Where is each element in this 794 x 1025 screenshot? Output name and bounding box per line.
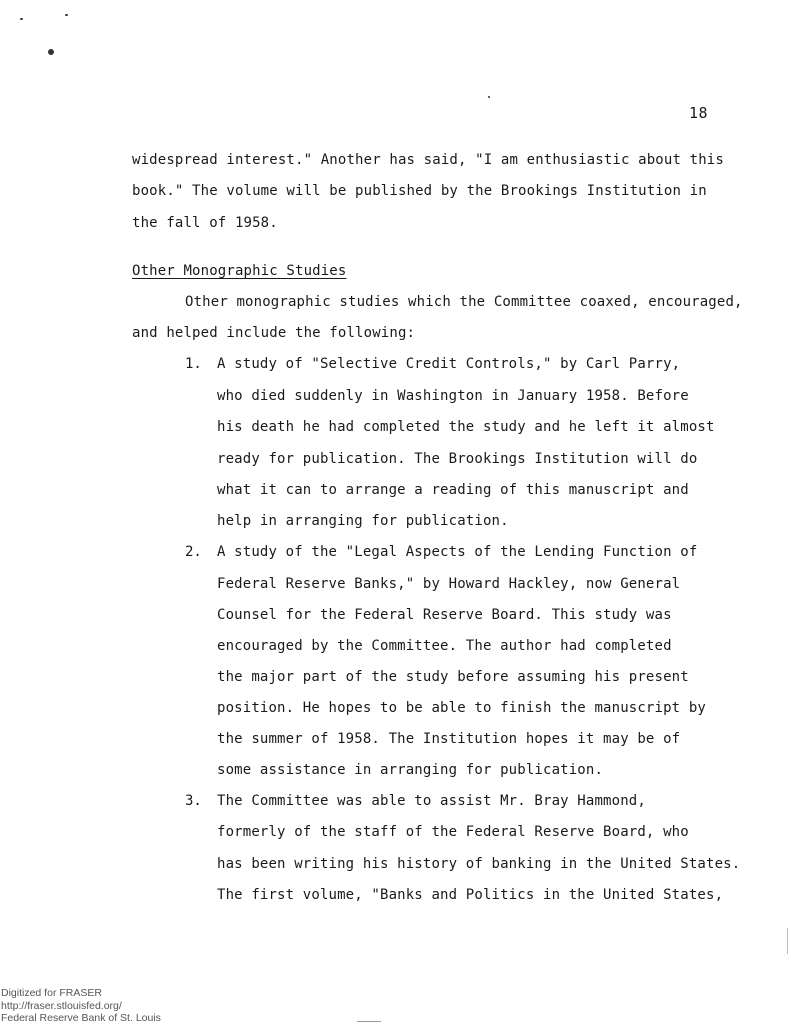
- scan-bottom-mark: [357, 1021, 381, 1022]
- list-item-line: Federal Reserve Banks," by Howard Hackley, now General: [217, 576, 681, 592]
- list-item-line: has been writing his history of banking in the United States.: [217, 856, 741, 872]
- list-item-line: The Committee was able to assist Mr. Bray Hammond,: [217, 793, 646, 809]
- footer-line: Federal Reserve Bank of St. Louis: [1, 1012, 161, 1024]
- list-item-line: A study of the "Legal Aspects of the Lending Function of: [217, 544, 698, 560]
- list-item-line: the summer of 1958. The Institution hopes it may be of: [217, 731, 681, 747]
- list-item-line: The first volume, "Banks and Politics in the United States,: [217, 887, 724, 903]
- list-item-line: formerly of the staff of the Federal Reserve Board, who: [217, 824, 689, 840]
- scan-speck: [48, 49, 54, 55]
- list-item-line: ready for publication. The Brookings Institution will do: [217, 451, 698, 467]
- intro-line: the fall of 1958.: [132, 215, 278, 231]
- scan-speck: [488, 96, 490, 98]
- lead-line: Other monographic studies which the Committee coaxed, encouraged,: [185, 294, 743, 310]
- section-heading: Other Monographic Studies: [132, 263, 347, 279]
- list-item-line: what it can to arrange a reading of this manuscript and: [217, 482, 689, 498]
- intro-line: widespread interest." Another has said, "I am enthusiastic about this: [132, 152, 724, 168]
- list-item-line: Counsel for the Federal Reserve Board. This study was: [217, 607, 672, 623]
- page-number: 18: [689, 104, 709, 122]
- digitization-footer: [1, 987, 161, 1025]
- list-item-line: the major part of the study before assuming his present: [217, 669, 689, 685]
- list-item-number: 1.: [185, 356, 202, 372]
- list-item-line: position. He hopes to be able to finish the manuscript by: [217, 700, 706, 716]
- list-item-line: encouraged by the Committee. The author had completed: [217, 638, 672, 654]
- scan-speck: [65, 14, 68, 16]
- intro-line: book." The volume will be published by the Brookings Institution in: [132, 183, 707, 199]
- footer-line: Digitized for FRASER: [1, 987, 102, 999]
- list-item-number: 3.: [185, 793, 202, 809]
- scan-speck: [20, 18, 23, 20]
- list-item-line: help in arranging for publication.: [217, 513, 509, 529]
- list-item-line: A study of "Selective Credit Controls," by Carl Parry,: [217, 356, 681, 372]
- scan-edge-mark: [787, 928, 788, 954]
- list-item-line: who died suddenly in Washington in January 1958. Before: [217, 388, 689, 404]
- list-item-line: his death he had completed the study and he left it almost: [217, 419, 715, 435]
- lead-line: and helped include the following:: [132, 325, 416, 341]
- list-item-line: some assistance in arranging for publication.: [217, 762, 604, 778]
- footer-link[interactable]: http://fraser.stlouisfed.org/: [1, 999, 122, 1012]
- list-item-number: 2.: [185, 544, 202, 560]
